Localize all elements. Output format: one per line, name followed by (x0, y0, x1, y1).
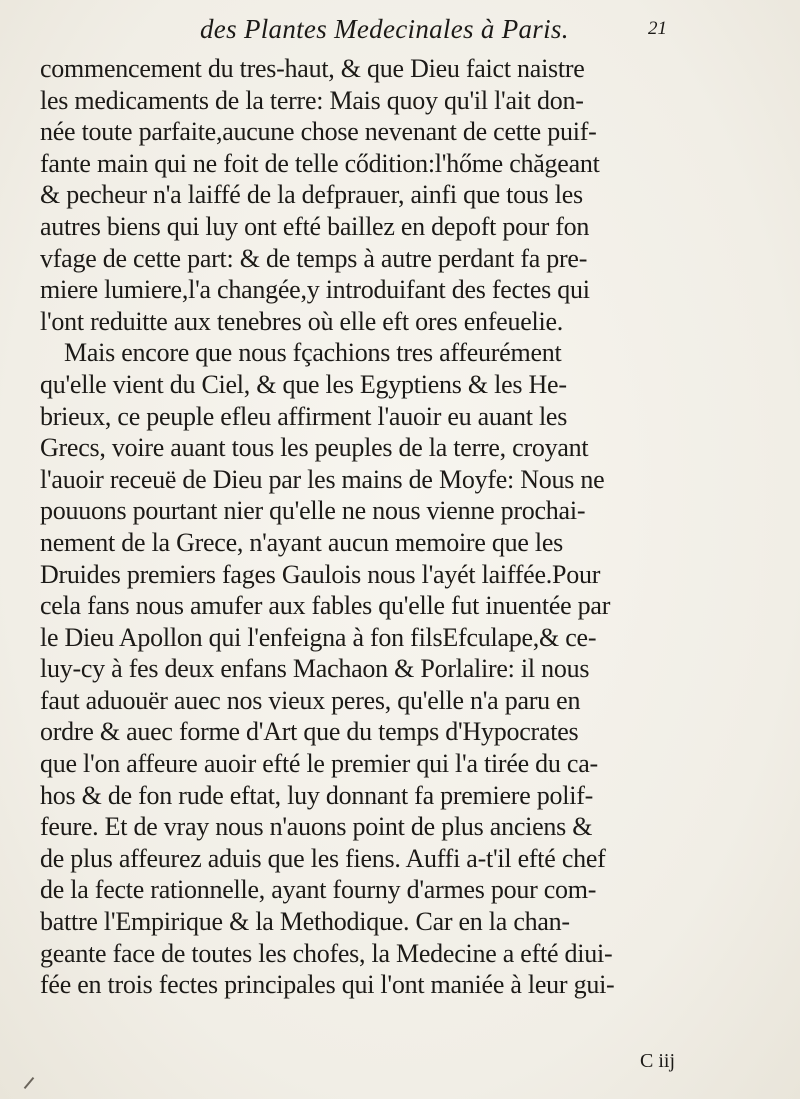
text-line: & pecheur n'a laiffé de la defprauer, ainfi que tous les (40, 180, 583, 210)
paragraph-start-line: Mais encore que nous fçachions tres affeurément (64, 338, 562, 368)
page-number: 21 (648, 18, 667, 39)
text-line: de la fecte rationnelle, ayant fourny d'armes pour com- (40, 875, 597, 905)
text-line: ordre & auec forme d'Art que du temps d'Hypocrates (40, 717, 579, 747)
text-line: autres biens qui luy ont efté baillez en depoft pour fon (40, 211, 590, 241)
text-line: battre l'Empirique & la Methodique. Car en la chan- (40, 907, 570, 937)
body-text (40, 53, 780, 1001)
text-line: commencement du tres-haut, & que Dieu faict naistre (40, 54, 585, 83)
text-line: fante main qui ne foit de telle cődition:l'hőme chăgeant (40, 148, 600, 178)
text-line: brieux, ce peuple efleu affirment l'auoir eu auant les (40, 401, 568, 431)
text-line: que l'on affeure auoir efté le premier qui l'a tirée du ca- (40, 749, 598, 779)
text-line: Grecs, voire auant tous les peuples de la terre, croyant (40, 433, 589, 463)
text-line: qu'elle vient du Ciel, & que les Egyptiens & les He- (40, 369, 567, 399)
text-line: miere lumiere,l'a changée,y introduifant des fectes qui (40, 275, 590, 305)
text-line: fée en trois fectes principales qui l'ont maniée à leur gui- (40, 970, 615, 1000)
stray-ink-mark (24, 1077, 35, 1089)
running-head (0, 14, 800, 54)
text-line: l'auoir receuë de Dieu par les mains de Moyfe: Nous ne (40, 464, 605, 494)
running-title: des Plantes Medecinales à Paris. (200, 14, 569, 44)
text-line: le Dieu Apollon qui l'enfeigna à fon filsEfculape,& ce- (40, 622, 597, 652)
text-line: de plus affeurez aduis que les fiens. Auffi a-t'il efté chef (40, 843, 606, 873)
signature-mark: C iij (640, 1050, 676, 1072)
text-line: cela fans nous amufer aux fables qu'elle fut inuentée par (40, 591, 611, 621)
text-line: les medicaments de la terre: Mais quoy qu'il l'ait don- (40, 85, 584, 115)
text-line: geante face de toutes les chofes, la Medecine a efté diui- (40, 938, 613, 968)
text-line: vfage de cette part: & de temps à autre perdant fa pre- (40, 243, 588, 273)
text-line: née toute parfaite,aucune chose nevenant de cette puif- (40, 117, 597, 147)
text-line: luy-cy à fes deux enfans Machaon & Porlalire: il nous (40, 654, 590, 684)
text-line: hos & de fon rude eftat, luy donnant fa premiere polif- (40, 780, 594, 810)
text-line: nement de la Grece, n'ayant aucun memoire que les (40, 527, 564, 557)
text-line: pouuons pourtant nier qu'elle ne nous vienne prochai- (40, 496, 586, 526)
text-line: faut aduouër auec nos vieux peres, qu'elle n'a paru en (40, 685, 581, 715)
text-line: feure. Et de vray nous n'auons point de plus anciens & (40, 812, 593, 842)
text-line: Druides premiers fages Gaulois nous l'ayét laiffée.Pour (40, 559, 601, 589)
text-line: l'ont reduitte aux tenebres où elle eft ores enfeuelie. (40, 306, 563, 336)
